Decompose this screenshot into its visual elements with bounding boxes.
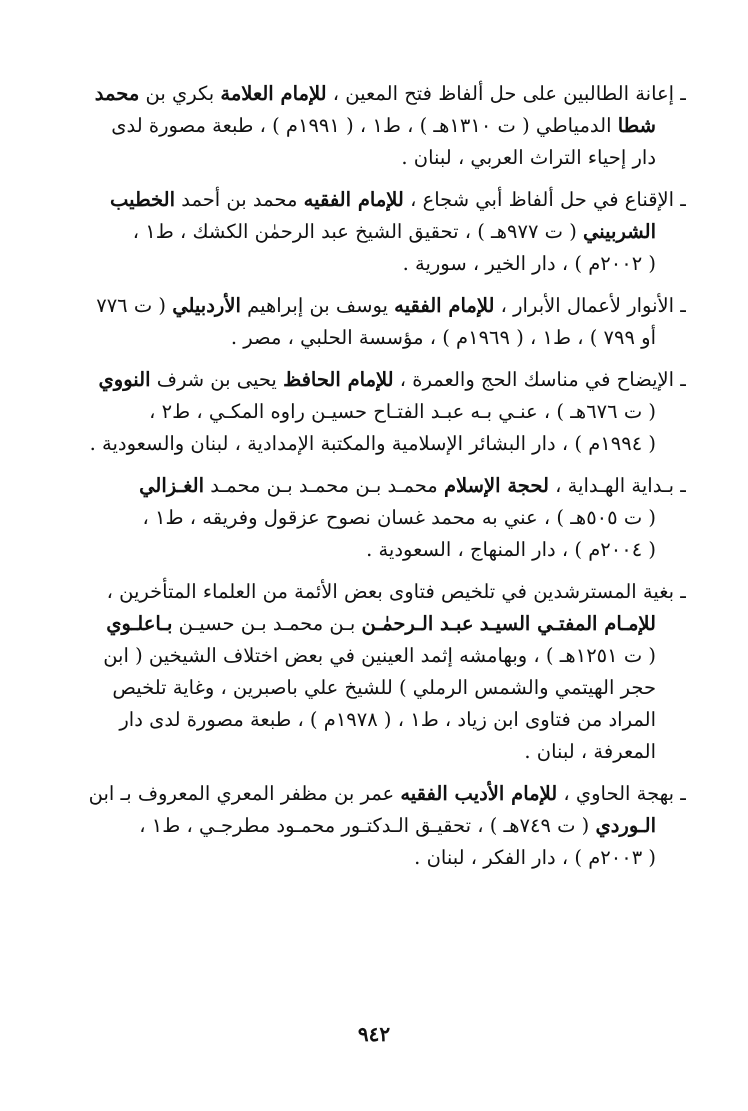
bold-text: النووي (98, 368, 151, 391)
entry-line (58, 364, 686, 396)
bold-text: شطا (617, 114, 656, 137)
text: حجر الهيتمي والشمس الرملي ) للشيخ علي باصبرين ، وغاية تلخيص (112, 676, 656, 699)
text: بـن محمـد بـن حسيـن (172, 612, 362, 635)
text: ( ت ٩٧٧هـ ) ، تحقيق الشيخ عبد الرحمٰن الكشك ، ط١ ، (132, 220, 584, 243)
bibliography-entry (58, 470, 686, 566)
bibliography-entry (58, 778, 686, 874)
text: ( ٢٠٠٢م ) ، دار الخير ، سورية . (402, 252, 656, 275)
entry-line (58, 290, 686, 322)
entry-line (58, 640, 686, 672)
entry-line (58, 110, 686, 142)
bold-text: الخطيب (110, 188, 176, 211)
text: محمـد بـن محمـد بـن محمـد (204, 474, 444, 497)
bold-text: للإمام الفقيه (303, 188, 404, 211)
entry-line (58, 142, 686, 174)
entry-line (58, 608, 686, 640)
bibliography-entry (58, 290, 686, 354)
entry-line (58, 778, 686, 810)
entry-line (58, 736, 686, 768)
text: الدمياطي ( ت ١٣١٠هـ ) ، ط١ ، ( ١٩٩١م ) ، طبعة مصورة لدى (111, 114, 618, 137)
text: ـ الأنوار لأعمال الأبرار ، (494, 294, 686, 317)
text: ( ت ٧٤٩هـ ) ، تحقيـق الـدكتـور محمـود مطرجـي ، ط١ ، (139, 814, 596, 837)
text: ( ت ٧٧٦ (96, 294, 173, 317)
entry-line (58, 704, 686, 736)
bold-text: للإمـام المفتـي السيـد (479, 612, 656, 635)
text: ( ١٩٩٤م ) ، دار البشائر الإسلامية والمكتبة الإمدادية ، لبنان والسعودية . (89, 432, 656, 455)
bibliography-list (58, 78, 686, 884)
text: ـ الإقناع في حل ألفاظ أبي شجاع ، (403, 188, 686, 211)
text: يحيى بن شرف (150, 368, 284, 391)
text: ( ٢٠٠٤م ) ، دار المنهاج ، السعودية . (366, 538, 656, 561)
text: عمر بن مظفر المعري المعروف بـ ابن (88, 782, 401, 805)
entry-line (58, 248, 686, 280)
text: المعرفة ، لبنان . (524, 740, 656, 763)
text: ـ الإيضاح في مناسك الحج والعمرة ، (393, 368, 686, 391)
text: ـ بهجة الحاوي ، (557, 782, 686, 805)
text: محمد بن أحمد (175, 188, 304, 211)
entry-line (58, 576, 686, 608)
text: ـ بغية المسترشدين في تلخيص فتاوى بعض الأئمة من العلماء المتأخرين ، (106, 580, 686, 603)
text: يوسف بن إبراهيم (240, 294, 395, 317)
entry-line (58, 534, 686, 566)
bold-text: للإمام الحافظ (283, 368, 394, 391)
bold-text: للإمام العلامة (220, 82, 327, 105)
bold-text: عبـد الـرحمٰـن (361, 612, 474, 635)
text: ( ت ١٢٥١هـ ) ، وبهامشه إثمد العينين في بعض اختلاف الشيخين ( ابن (103, 644, 656, 667)
entry-line (58, 184, 686, 216)
text: ـ بـداية الهـداية ، (548, 474, 686, 497)
bold-text: الشربيني (583, 220, 656, 243)
text: دار إحياء التراث العربي ، لبنان . (401, 146, 656, 169)
bold-text: محمد (94, 82, 140, 105)
text: بكري بن (139, 82, 221, 105)
entry-line (58, 842, 686, 874)
text: المراد من فتاوى ابن زياد ، ط١ ، ( ١٩٧٨م ) ، طبعة مصورة لدى دار (119, 708, 656, 731)
bibliography-entry (58, 184, 686, 280)
bibliography-entry (58, 364, 686, 460)
entry-line (58, 470, 686, 502)
entry-line (58, 78, 686, 110)
text: أو ٧٩٩ ) ، ط١ ، ( ١٩٦٩م ) ، مؤسسة الحلبي ، مصر . (230, 326, 656, 349)
entry-line (58, 428, 686, 460)
bold-text: للإمام الأديب الفقيه (400, 782, 558, 805)
text: ( ت ٦٧٦هـ ) ، عنـي بـه عبـد الفتـاح حسيـن راوه المكـي ، ط٢ ، (149, 400, 656, 423)
bold-text: الغـزالي (139, 474, 205, 497)
bold-text: الأردبيلي (172, 294, 241, 317)
text: ( ت ٥٠٥هـ ) ، عني به محمد غسان نصوح عزقول وفريقه ، ط١ ، (142, 506, 656, 529)
bold-text: بـاعلـوي (106, 612, 173, 635)
text: ـ إعانة الطالبين على حل ألفاظ فتح المعين ، (326, 82, 686, 105)
bold-text: لحجة الإسلام (443, 474, 549, 497)
entry-line (58, 216, 686, 248)
entry-line (58, 672, 686, 704)
entry-line (58, 322, 686, 354)
bold-text: للإمام الفقيه (394, 294, 495, 317)
page-number: ٩٤٢ (357, 1022, 391, 1046)
entry-line (58, 396, 686, 428)
text: ( ٢٠٠٣م ) ، دار الفكر ، لبنان . (414, 846, 656, 869)
entry-line (58, 502, 686, 534)
bibliography-entry (58, 576, 686, 768)
entry-line (58, 810, 686, 842)
bibliography-entry (58, 78, 686, 174)
bold-text: الـوردي (595, 814, 656, 837)
